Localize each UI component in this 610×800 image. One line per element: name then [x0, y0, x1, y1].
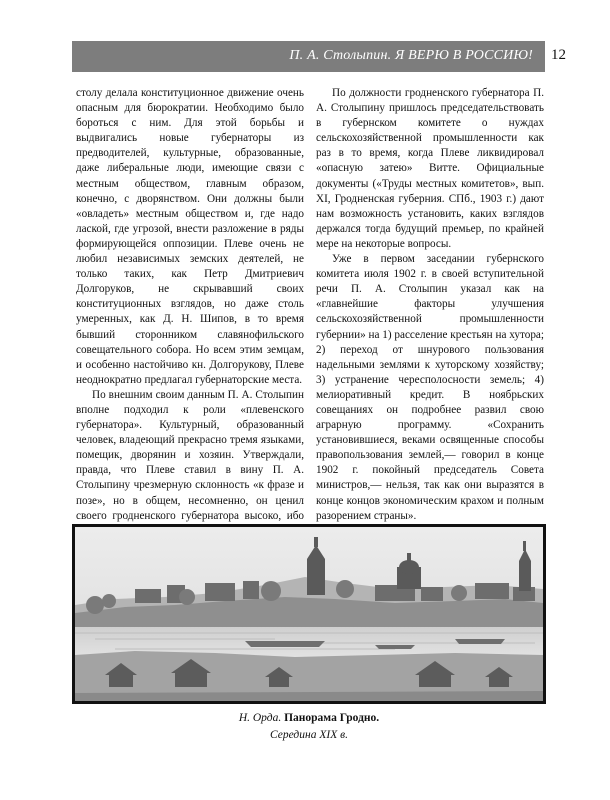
page-number: 12	[551, 47, 566, 63]
grodno-panorama-engraving	[75, 527, 543, 701]
figure-caption	[72, 712, 546, 724]
running-title: П. А. Столыпин. Я ВЕРЮ В РОССИЮ!	[289, 48, 533, 63]
caption-author: Н. Орда.	[238, 712, 282, 724]
paragraph: Уже в первом заседании губернского комитета июля 1902 г. в своей вступительной речи П. А. Столыпин указал как на «главнейшие факторы улучшения сельскохозяйственной промышленности губернии» на 1) расселение крестьян на хутора; 2) переход от шнурового пользования надельными землями к хуторскому хозяйству; 3) устранение чересполосности земель; 4) мелиоративный кредит. В ноябрьских совещаниях он подробнее развил свою аграрную программу. «Сохранить установившиеся, веками освященные способы правопользования землей,— говорил в конце 1902 г. покойный председатель Совета министров,— нельзя, так как они выразятся в конце концов экономическим крахом и полным разорением страны».	[316, 253, 544, 522]
paragraph: столу делала конституционное движение очень опасным для бюрократии. Необходимо было бороться с ним. Для этой борьбы и выдвигались новые губернаторы из предводителей, культурные, образованные, даже либеральные люди, имеющие связи с местным обществом, главным образом, конечно, с дворянством. Они должны были «овладеть» местным обществом и, где надо лаской, где угрозой, внести разложение в ряды формирующейся оппозиции. Плеве очень не любил независимых земских деятелей, не только таких, как Петр Дмитриевич Долгоруков, не скрывавший своих конституционных взглядов, но даже столь умеренных, как Д. Н. Шипов, в то время бывший сторонником славянофильского совещательного собора. Но всем этим земцам, и особенно настойчиво кн. Долгорукову, Плеве неоднократно предлагал губернаторские места.	[76, 87, 304, 386]
running-header-bar	[72, 41, 545, 72]
caption-title: Панорама Гродно.	[284, 712, 380, 724]
paragraph: По внешним своим данным П. А. Столыпин вполне подходил к роли «плевенского губернатора». Культурный, образованный человек, владеющий прекрасно тремя языками, помещик, дворянин и хозяин. Утверждали, правда, что Плеве ставил в вину П. А. Столыпину чрезмерную склонность «к фразе и позе», но в общем, несомненно, он ценил своего гродненского губернатора высоко, ибо	[76, 388, 304, 522]
caption-date: Середина XIX в.	[270, 729, 348, 741]
paragraph: По должности гродненского губернатора П. А. Столыпину пришлось председательствовать в губернском комитете о нуждах сельскохозяйственной промышленности как раз в то время, когда Плеве ликвидировал «опасную затею» Витте. Официальные документы («Труды местных комитетов», вып. XI, Гродненская губерния. СПб., 1903 г.) дают нам возможность установить, каких взглядов держался тогда будущий премьер, по крайней мере на некоторые вопросы.	[316, 87, 544, 250]
panorama-illustration	[72, 524, 546, 704]
